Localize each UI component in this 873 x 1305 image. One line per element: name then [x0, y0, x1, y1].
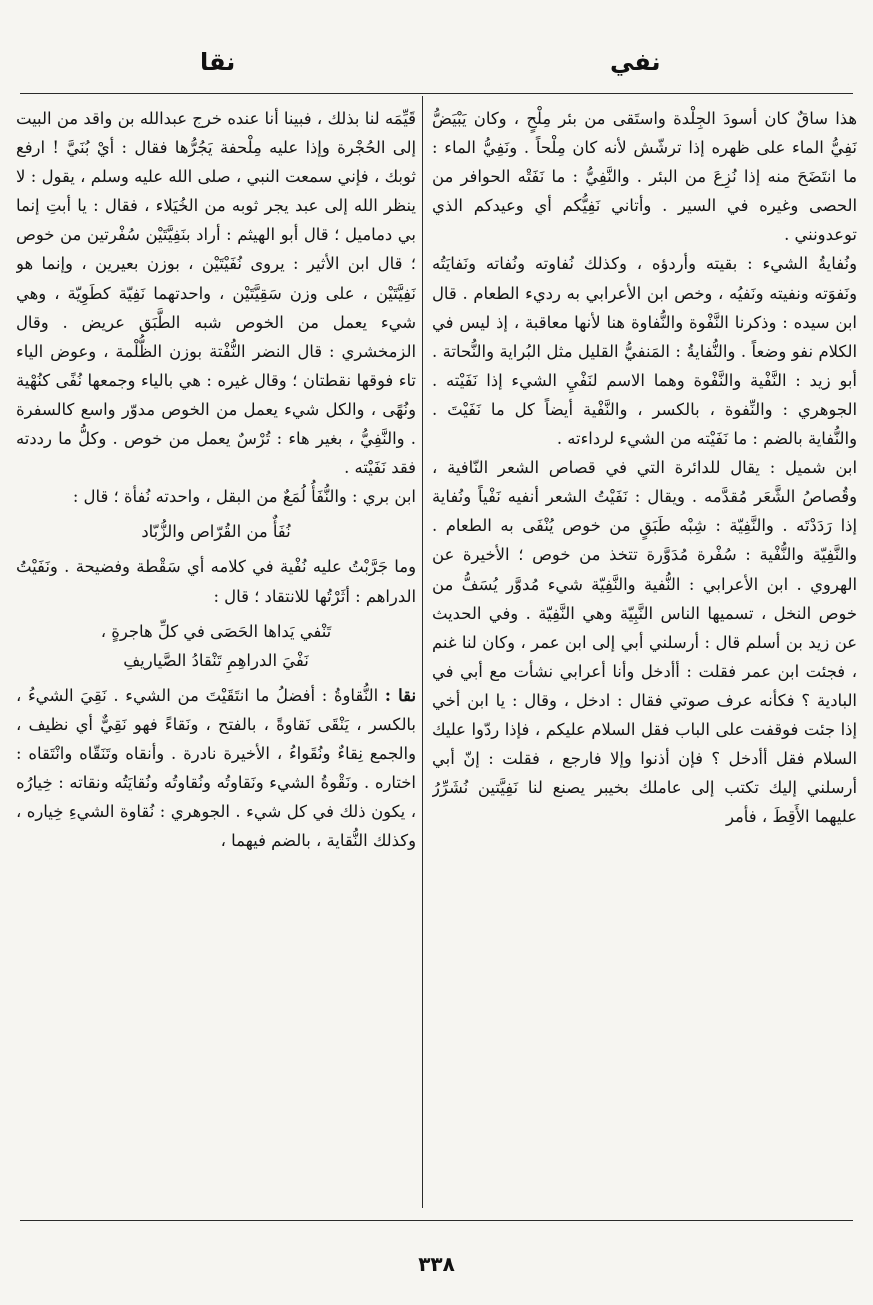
verse-1-line: نُفَأٌ من القُرّاص والزُّبّاد [141, 522, 291, 542]
left-paragraph-4 [16, 681, 416, 856]
left-paragraph-2: ابن بري : والنُّفَأُ لُمَعٌ من البقل ، واحدته نُفأة ؛ قال : [72, 487, 416, 507]
top-rule [20, 93, 853, 94]
verse-2 [16, 617, 416, 675]
page-number: ٣٣٨ [418, 1252, 455, 1276]
column-divider [422, 96, 423, 1208]
verse-1 [16, 517, 416, 546]
left-paragraph-1: قَيِّمَه لنا بذلك ، فبينا أنا عنده خرج عبدالله بن واقد من البيت إلى الحُجْرة وإذا عليه مِلْحفة يَجُرُّها فقال : أيْ بُنَيَّ ! ارفع ثوبك ، فإني سمعت النبي ، صلى الله عليه وسلم ، يقول : لا ينظر الله إلى عبد يجر ثوبه من الخُيَلاء ، فقال : يا أبتِ إنما بي دماميل ؛ قال أبو الهيثم : أراد بنَفِيَّتَيْن سُفْرتين من خوص ؛ قال ابن الأثير : يروى نُفَيْتَيْن ، بوزن بعيرين ، وإنما هو نَفِيَّتَيْن ، على وزن سَقِيَّتَيْن ، واحدتهما نَفِيّة كطَوِيّة ، وهي شيء يعمل من الخوص شبه الطَّبَق عريض . وقال الزمخشري : قال النضر النُّفْتة بوزن الظُّلْمة ، وعوض الياء تاء فوقها نقطتان ؛ وقال غيره : هي بالياء وجمعها نُفًى كنُهْية ونُهًى ، والكل شيء يعمل من الخوص مدوّر واسع كالسفرة . والنَّفِيُّ ، بغير هاء : تُرْسٌ يعمل من خوص . وكلُّ ما رددته فقد نَفَيْته . [16, 109, 416, 478]
left-paragraph-3: وما جَرَّبْتُ عليه نُفْية في كلامه أي سَقْطة وفضيحة . ونَفَيْتُ الدراهم : أثَرْتُها للانتقاد ؛ قال : [16, 557, 416, 606]
right-paragraph-2: ونُفايةُ الشيء : بقيته وأردؤه ، وكذلك نُفاوته ونُفاته ونَفايَتُه ونَفوَته ونفيته ونَفيُه ، وخص ابن الأعرابي به رديء الطعام . قال ابن سيده : وذكرنا النَّفْوة والنُّفاوة هنا لأنها معاقبة ، إذ ليس في الكلام نفو وضعاً . والنُّفايةُ : المَنفيُّ القليل مثل البُراية والنُّحاتة . أبو زيد : النَّفْية والنَّفْوة وهما الاسم لنَفْيِ الشيء إذا نَفَيْته . الجوهري : والنِّفوة ، بالكسر ، والنَّفْية أيضاً كل ما نَفَيْتَ . والنُّفاية بالضم : ما نَفَيْته من الشيء لرداءته . [432, 254, 857, 449]
right-paragraph-3: ابن شميل : يقال للدائرة التي في قصاص الشعر النّافية ، وقُصاصُ الشَّعَر مُقدَّمه . ويقال : نَفَيْتُ الشعر أنفيه نَفْياً ونُفاية إذا رَدَدْتَه . والنَّفِيّة : شِبْه طَبَقٍ من خوص يُنْفَى به الطعام . والنَّفِيّة والنُّفْية : سُفْرة مُدَوَّرة تتخذ من خوص ؛ الأخيرة عن الهروي . ابن الأعرابي : النُّفية والنَّفِيّة شيء مُدوَّر يُسَفُّ من خوص النخل ، تسميها الناس النَّبِيّة وهي النَّفِيّة . وفي الحديث عن زيد بن أسلم قال : أرسلني أبي إلى ابن عمر ، وكان لنا غنم ، فجئت ابن عمر فقلت : أأدخل وأنا أعرابي نشأت مع أبي في البادية ؟ فكأنه عرف صوتي فقال : ادخل ، وقال : يا ابن أخي إذا جئت فوقفت على الباب فقل السلام عليكم ، فإذا ردّوا عليك السلام فقل أأدخل ؟ فإن أذنوا وإلا فارجع ، فقلت : إنّ أبي أرسلني إليك تكتب إلى عاملك بخيبر يصنع لنا نَفِيَّتين نُشَرِّرُ عليهما الأَقِطَ ، فأمر [432, 458, 857, 827]
header-left-word: نقا [200, 48, 236, 76]
right-column [432, 104, 857, 1204]
left-column [16, 104, 416, 1204]
bottom-rule [20, 1220, 853, 1221]
right-paragraph-1: هذا ساقٌ كان أسودَ الجِلْدة واستَقى من بئر مِلْحٍ ، وكان يَبْيَضُّ نَفِيُّ الماء على ظهره إذا ترشّش لأنه كان مِلْحاً . ونَفِيُّ الماء : ما انتَضَحَ منه إذا نُزِعَ من البئر . والنَّفِيُّ : ما نَفَتْه الحوافر من الحصى وغيره في السير . وأتاني نَفِيُّكم أي وعيدكم الذي توعدونني . [432, 109, 857, 245]
page-header [0, 48, 873, 88]
entry-headword: نقا : [384, 685, 416, 705]
verse-2-line-2: نَفْيَ الدراهِمِ تَنْقادُ الصَّياريفِ [123, 650, 309, 670]
header-right-word: نفي [610, 48, 661, 76]
entry-text: النُّقاوةُ : أفضلُ ما انتَقَيْتَ من الشيء . نَقِيَ الشيءُ ، بالكسر ، يَنْقَى نَقاوةً ، بالفتح ، ونَقاءً فهو نَقِيٌّ أي نظيف ، والجمع نِقاءٌ ونُقَواءُ ، الأخيرة نادرة . وأنقاه وتَنَقّاه وانْتَقاه : اختاره . ونَقْوةُ الشيء ونَقاوتُه ونُقاوتُه ونُقايَتُه ونقاته : خِيارُه ، يكون ذلك في كل شيء . الجوهري : نُقاوة الشيءِ خِياره ، وكذلك النُّقاية ، بالضم فيهما ، [16, 685, 416, 851]
verse-2-line-1: تَنْفي يَداها الحَصَى في كلِّ هاجرةٍ ، [100, 621, 332, 641]
